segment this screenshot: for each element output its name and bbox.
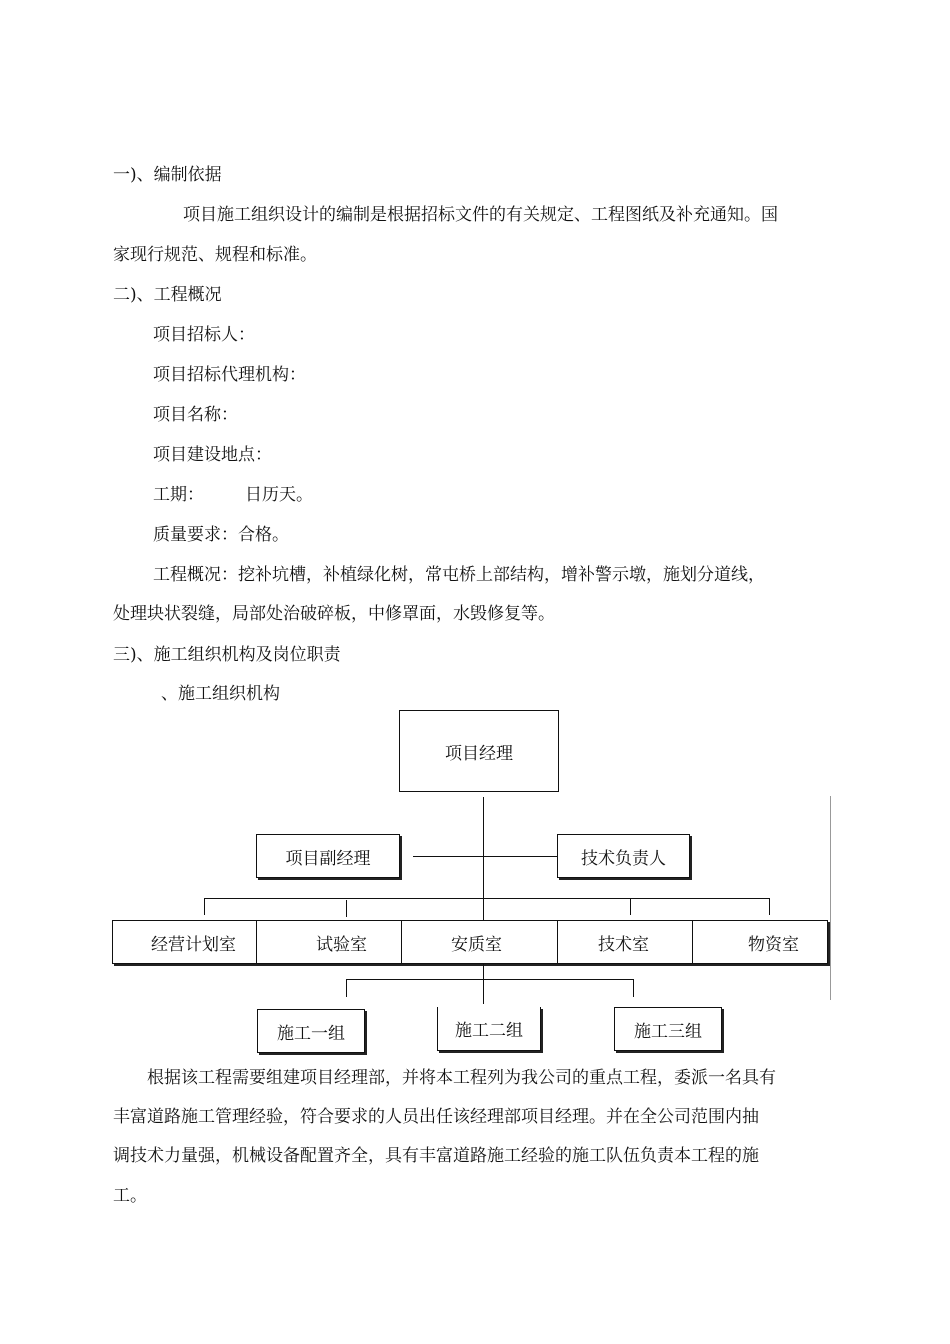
org-connector-team-tick-3: [633, 979, 634, 997]
org-node-dept-3: [451, 921, 502, 963]
org-node-dept-3-label: 安质室: [451, 934, 502, 955]
org-departments-row: [112, 920, 828, 964]
org-node-team-1-label: 施工一组: [277, 1023, 345, 1044]
org-node-deputy: [256, 834, 400, 878]
org-departments-divider-1: [256, 921, 257, 963]
org-node-dept-5-label: 物资室: [748, 934, 799, 955]
org-node-team-2-label: 施工二组: [455, 1021, 523, 1041]
org-connector-tick-3: [630, 898, 631, 915]
org-node-dept-4-label: 技术室: [598, 934, 649, 955]
org-node-team-2: [437, 1007, 541, 1051]
org-connector-departments: [204, 898, 770, 899]
org-node-dept-2-label: 试验室: [316, 934, 367, 955]
org-connector-tick-2: [346, 900, 347, 917]
org-connector-tick-1: [204, 898, 205, 915]
org-node-dept-1-label: 经营计划室: [151, 934, 236, 955]
closing-line-4: 工。: [113, 1186, 147, 1206]
overview-line-1: 工程概况：挖补坑槽，补植绿化树，常屯桥上部结构，增补警示墩，施划分道线，: [153, 565, 765, 585]
org-node-tech-lead: [557, 834, 690, 878]
tenderer-label: 项目招标人：: [153, 325, 255, 345]
agency-label: 项目招标代理机构：: [153, 365, 306, 385]
org-connector-teams: [346, 979, 634, 980]
quality-requirement: 质量要求：合格。: [153, 525, 289, 545]
org-node-dept-5: [748, 921, 799, 963]
section-1-paragraph-line-2: 家现行规范、规程和标准。: [113, 245, 317, 265]
org-node-manager: [399, 710, 559, 792]
org-departments-divider-4: [692, 921, 693, 963]
org-connector-main-vertical: [483, 797, 484, 920]
org-connector-team-tick-1: [346, 979, 347, 997]
org-node-dept-2: [316, 921, 367, 963]
section-1-heading: 一)、编制依据: [113, 165, 222, 185]
org-node-dept-4: [598, 921, 649, 963]
org-node-team-1: [257, 1009, 365, 1053]
org-connector-deputy-tech: [413, 856, 557, 857]
org-node-deputy-label: 项目副经理: [285, 848, 371, 869]
org-departments-divider-3: [557, 921, 558, 963]
project-name-label: 项目名称：: [153, 405, 238, 425]
duration-label: 工期：: [153, 485, 204, 505]
org-node-tech-lead-label: 技术负责人: [581, 848, 666, 869]
org-node-team-3-label: 施工三组: [634, 1021, 702, 1042]
org-connector-team-stem: [483, 964, 484, 1004]
org-connector-tick-4: [769, 898, 770, 915]
section-1-paragraph-line-1: 项目施工组织设计的编制是根据招标文件的有关规定、工程图纸及补充通知。国: [183, 205, 778, 225]
closing-line-1: 根据该工程需要组建项目经理部，并将本工程列为我公司的重点工程，委派一名具有: [147, 1068, 776, 1088]
closing-line-2: 丰富道路施工管理经验，符合要求的人员出任该经理部项目经理。并在全公司范围内抽: [113, 1107, 759, 1127]
section-3-subheading: 、施工组织机构: [161, 684, 280, 704]
org-node-manager-label: 项目经理: [445, 743, 513, 764]
location-label: 项目建设地点：: [153, 445, 272, 465]
org-chart-right-rule: [830, 796, 831, 1000]
org-node-team-3: [614, 1007, 722, 1051]
org-node-dept-1: [151, 921, 236, 963]
section-2-heading: 二)、工程概况: [113, 285, 222, 305]
duration-value: 日历天。: [245, 485, 313, 505]
org-departments-divider-2: [401, 921, 402, 963]
section-3-heading: 三)、施工组织机构及岗位职责: [113, 645, 341, 665]
closing-line-3: 调技术力量强，机械设备配置齐全，具有丰富道路施工经验的施工队伍负责本工程的施: [113, 1146, 759, 1166]
overview-line-2: 处理块状裂缝，局部处治破碎板，中修罩面，水毁修复等。: [113, 604, 555, 624]
